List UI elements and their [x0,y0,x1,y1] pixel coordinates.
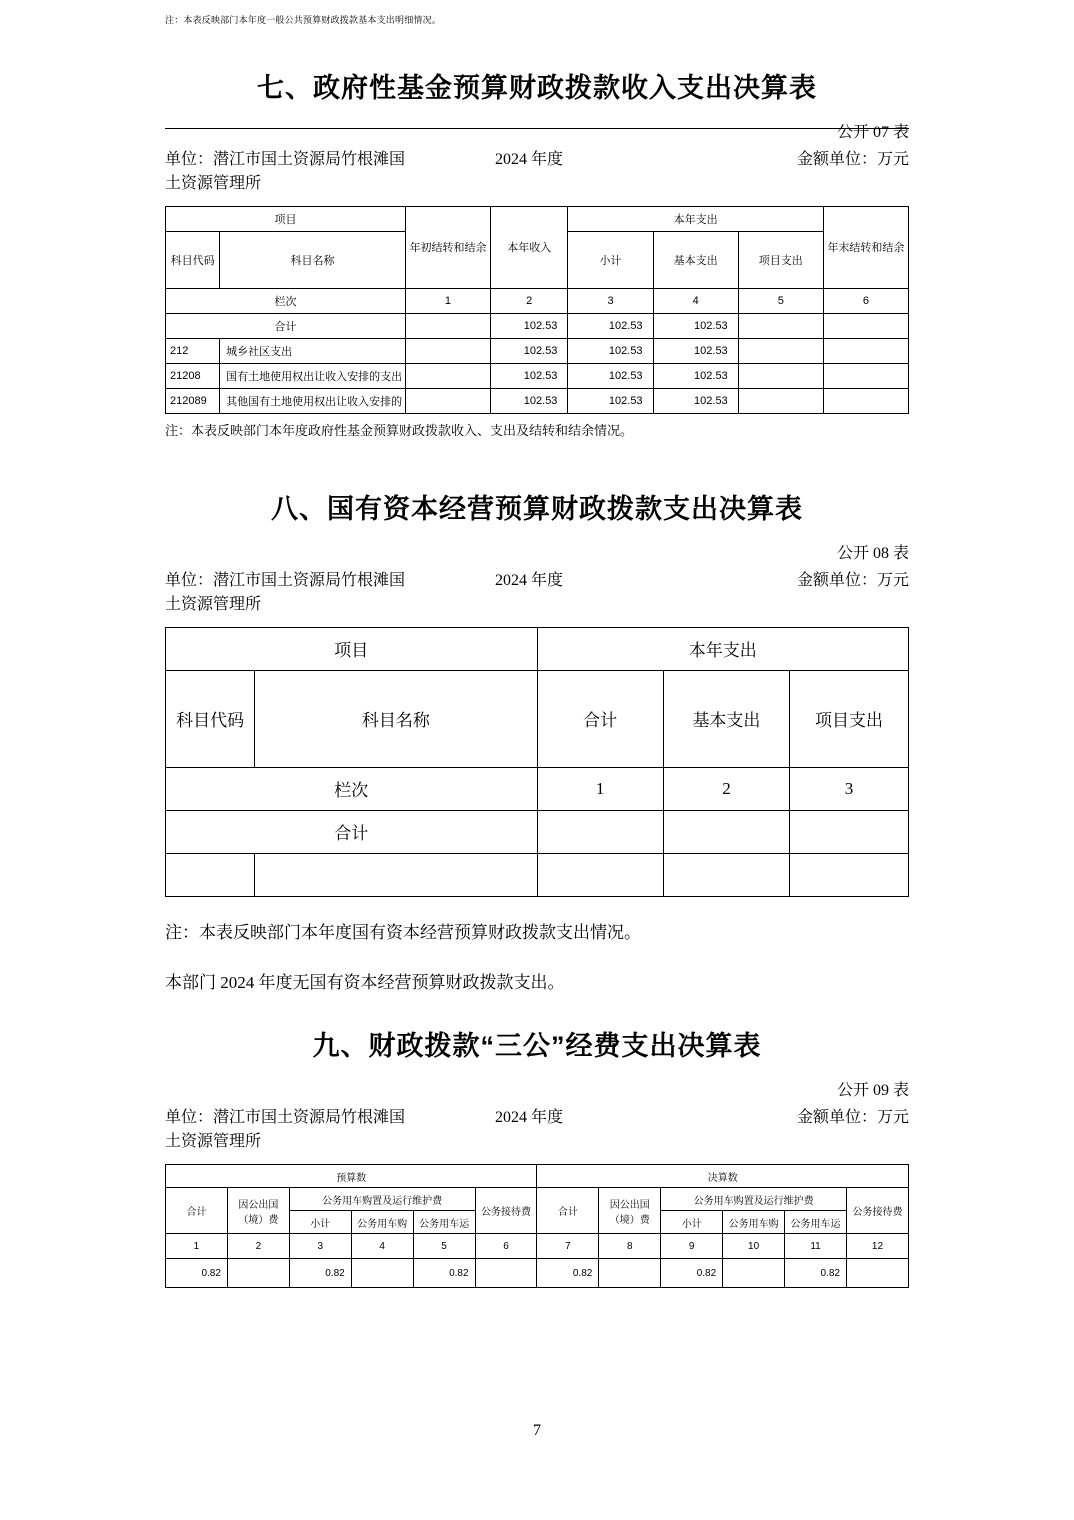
total-basic-expense: 102.53 [653,313,738,338]
section7-title: 七、政府性基金预算财政拨款收入支出决算表 [257,72,817,103]
row-end-balance [823,363,908,388]
col-basic-expense: 基本支出 [663,670,789,767]
col-subject-name: 科目名称 [255,670,537,767]
row-name: 国有土地使用权出让收入安排的支出 [220,363,406,388]
total-label: 合计 [166,313,406,338]
col-vehicle-group-budget: 公务用车购置及运行维护费 [289,1188,475,1211]
row-basic-expense [663,853,789,896]
value-cell [351,1259,413,1288]
column-index: 2 [227,1234,289,1259]
row-name [255,853,537,896]
column-index: 12 [846,1234,908,1259]
section8-table-code: 公开 08 表 [836,544,909,562]
row-name: 城乡社区支出 [220,338,406,363]
column-index: 1 [166,1234,228,1259]
table-row [166,1165,909,1188]
value-cell [227,1259,289,1288]
column-index: 7 [537,1234,599,1259]
table-row [166,1234,909,1259]
column-index: 2 [491,288,568,313]
column-index: 3 [790,767,909,810]
section8-amount-unit: 金额单位：万元 [796,571,909,589]
column-index: 4 [653,288,738,313]
total-subtotal: 102.53 [568,313,653,338]
total-project-expense [790,810,909,853]
column-index: 11 [785,1234,847,1259]
table-row-total [166,810,909,853]
section7-table-code: 公开 07 表 [836,123,909,141]
section7-table [165,206,909,414]
table-row [166,388,909,413]
row-project-expense [738,388,823,413]
col-begin-balance: 年初结转和结余 [405,206,490,288]
column-index: 3 [568,288,653,313]
section9-table [165,1164,909,1288]
column-index: 9 [661,1234,723,1259]
section8-year: 2024 年度 [495,571,564,589]
section8-statement: 本部门 2024 年度无国有资本经营预算财政拨款支出。 [165,973,565,993]
col-vehicle-purchase-budget: 公务用车购 [351,1211,413,1234]
row-project-expense [738,363,823,388]
row-subtotal: 102.53 [568,338,653,363]
total-end-balance [823,313,908,338]
top-divider [165,128,909,129]
value-cell [723,1259,785,1288]
row-begin-balance [405,338,490,363]
col-project-expense: 项目支出 [790,670,909,767]
table-row-values [166,1259,909,1288]
col-year-expense: 本年支出 [568,206,823,231]
total-year-income: 102.53 [491,313,568,338]
section8-unit-label-second: 土资源管理所 [165,595,262,613]
col-total-final: 合计 [537,1188,599,1234]
row-project-expense [790,853,909,896]
section7-unit-label: 单位：潜江市国土资源局竹根滩国 [165,150,406,168]
value-cell: 0.82 [289,1259,351,1288]
col-subject-code: 科目代码 [166,670,255,767]
value-cell [599,1259,661,1288]
row-project-expense [738,338,823,363]
top-note: 注：本表反映部门本年度一般公共预算财政拨款基本支出明细情况。 [165,15,442,25]
section8-meta [165,569,909,593]
col-year-income: 本年收入 [491,206,568,288]
column-index: 8 [599,1234,661,1259]
section8-title: 八、国有资本经营预算财政拨款支出决算表 [271,493,803,524]
table-row [166,853,909,896]
table-row [166,206,909,231]
value-cell [846,1259,908,1288]
row-subtotal: 102.53 [568,363,653,388]
row-name: 其他国有土地使用权出让收入安排的 [220,388,406,413]
total-label: 合计 [166,810,538,853]
table-row [166,670,909,767]
col-end-balance: 年末结转和结余 [823,206,908,288]
row-begin-balance [405,363,490,388]
col-basic-expense: 基本支出 [653,231,738,288]
col-vehicle-subtotal-final: 小计 [661,1211,723,1234]
section9-year: 2024 年度 [495,1109,564,1127]
col-project: 项目 [166,627,538,670]
value-cell: 0.82 [785,1259,847,1288]
group-budget: 预算数 [166,1165,537,1188]
column-index: 5 [413,1234,475,1259]
col-vehicle-purchase-final: 公务用车购 [723,1211,785,1234]
row-basic-expense: 102.53 [653,338,738,363]
section9-meta [165,1106,909,1130]
section9-unit-label-second: 土资源管理所 [165,1133,262,1151]
section9-amount-unit: 金额单位：万元 [796,1109,909,1127]
row-subtotal: 102.53 [568,388,653,413]
section8-table [165,627,909,897]
col-reception-budget: 公务接待费 [475,1188,537,1234]
column-index: 2 [663,767,789,810]
row-basic-expense: 102.53 [653,363,738,388]
section8-unit-label: 单位：潜江市国土资源局竹根滩国 [165,571,406,589]
row-year-income: 102.53 [491,388,568,413]
col-vehicle-operate-budget: 公务用车运 [413,1211,475,1234]
section8-note: 注：本表反映部门本年度国有资本经营预算财政拨款支出情况。 [165,922,641,942]
section7-note: 注：本表反映部门本年度政府性基金预算财政拨款收入、支出及结转和结余情况。 [165,422,634,438]
table-row [166,288,909,313]
column-index: 1 [537,767,663,810]
section7-meta [165,148,909,172]
row-year-income: 102.53 [491,338,568,363]
row-end-balance [823,338,908,363]
value-cell: 0.82 [661,1259,723,1288]
column-index: 6 [823,288,908,313]
col-total-budget: 合计 [166,1188,228,1234]
column-index: 6 [475,1234,537,1259]
table-row [166,767,909,810]
row-total [537,853,663,896]
table-row [166,363,909,388]
group-final: 决算数 [537,1165,909,1188]
row-end-balance [823,388,908,413]
col-subject-name: 科目名称 [220,231,406,288]
col-vehicle-operate-final: 公务用车运 [785,1211,847,1234]
page-number: 7 [533,1422,541,1439]
section9-table-code: 公开 09 表 [836,1082,909,1100]
row-code: 212089 [166,388,220,413]
col-subtotal: 小计 [568,231,653,288]
column-index: 4 [351,1234,413,1259]
col-project-expense: 项目支出 [738,231,823,288]
col-year-expense: 本年支出 [537,627,909,670]
col-subject-code: 科目代码 [166,231,220,288]
row-begin-balance [405,388,490,413]
value-cell: 0.82 [537,1259,599,1288]
total-total [537,810,663,853]
section7-unit-label-second: 土资源管理所 [165,174,262,192]
row-year-income: 102.53 [491,363,568,388]
col-abroad-budget: 因公出国（境）费 [227,1188,289,1234]
col-abroad-final: 因公出国（境）费 [599,1188,661,1234]
col-vehicle-subtotal-budget: 小计 [289,1211,351,1234]
col-total: 合计 [537,670,663,767]
row-code [166,853,255,896]
table-row [166,1188,909,1211]
column-index: 1 [405,288,490,313]
value-cell: 0.82 [166,1259,228,1288]
table-row [166,627,909,670]
row-code: 212 [166,338,220,363]
section9-title: 九、财政拨款“三公”经费支出决算表 [312,1031,762,1062]
column-index: 3 [289,1234,351,1259]
column-index-label: 栏次 [166,767,538,810]
column-index: 5 [738,288,823,313]
col-reception-final: 公务接待费 [846,1188,908,1234]
col-vehicle-group-final: 公务用车购置及运行维护费 [661,1188,847,1211]
col-project: 项目 [166,206,406,231]
value-cell: 0.82 [413,1259,475,1288]
total-project-expense [738,313,823,338]
row-code: 21208 [166,363,220,388]
column-index-label: 栏次 [166,288,406,313]
row-basic-expense: 102.53 [653,388,738,413]
total-basic-expense [663,810,789,853]
table-row [166,338,909,363]
column-index: 10 [723,1234,785,1259]
section7-amount-unit: 金额单位：万元 [796,150,909,168]
table-row-total [166,313,909,338]
value-cell [475,1259,537,1288]
total-begin-balance [405,313,490,338]
section9-unit-label: 单位：潜江市国土资源局竹根滩国 [165,1109,406,1127]
section7-year: 2024 年度 [495,150,564,168]
